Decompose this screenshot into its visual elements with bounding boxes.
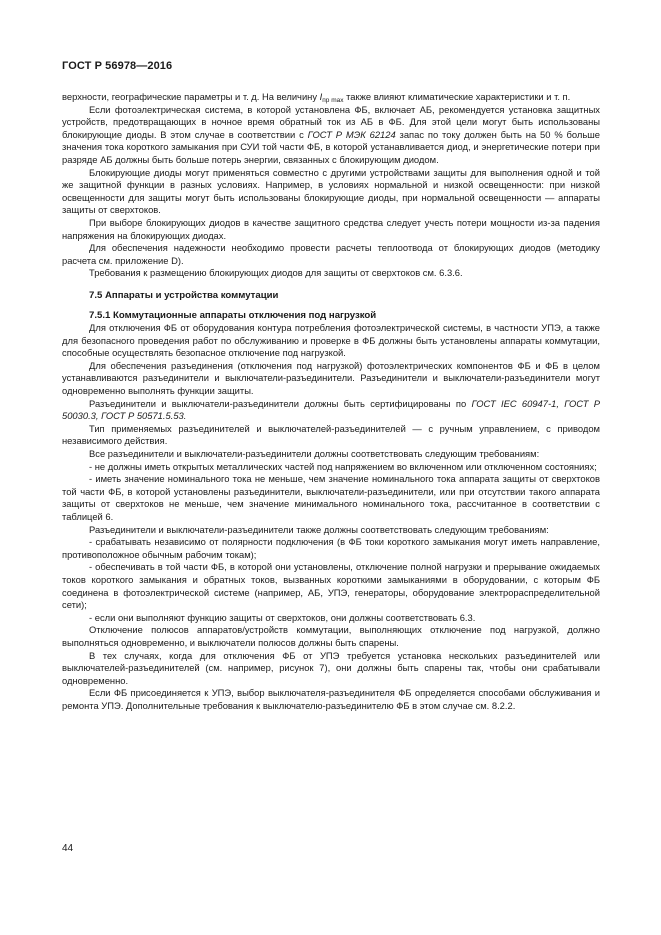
standard-reference: ГОСТ Р МЭК 62124 bbox=[307, 128, 396, 140]
paragraph: Разъединители и выключатели-разъединители также должны соответствовать следующим требованиям: bbox=[89, 523, 549, 535]
list-item: - если они выполняют функцию защиты от сверхтоков, они должны соответствовать 6.3. bbox=[89, 611, 476, 623]
list-item: - иметь значение номинального тока не меньше, чем значение номинального тока аппарата защиты от сверхтоков той части ФБ, в которой установлены разъединители, выключатели-разъединители, или при отсутствии такого аппарата защиты от сверхтоков не меньше, чем значение минимального номинального тока, рассчитанное в соответствии с таблицей 6. bbox=[62, 473, 600, 522]
list-item: - срабатывать независимо от полярности подключения (в ФБ токи короткого замыкания могут иметь направление, противоположное обычным рабочим токам); bbox=[62, 536, 600, 560]
paragraph: Для обеспечения разъединения (отключения под нагрузкой) фотоэлектрических компонентов ФБ и ФБ в целом устанавливаются разъединители и выключатели-разъединители. Разъединители и выключатели-разъединители могут одновременно выполнять функции защиты. bbox=[62, 359, 600, 397]
paragraph: Отключение полюсов аппаратов/устройств коммутации, выполняющих отключение под нагрузкой, должно выполняться одновременно, и выключатели полюсов должны быть спарены. bbox=[62, 624, 600, 648]
paragraph: В тех случаях, когда для отключения ФБ от УПЭ требуется установка нескольких разъединителей или выключателей-разъединителей (см. например, рисунок 7), они должны быть спарены так, чтобы они срабатывали одновременно. bbox=[62, 649, 600, 686]
paragraph: Если фотоэлектрическая система, в которой установлена ФБ, включает АБ, рекомендуется установка защитных устройств, предотвращающих в ночное время обратный ток из АБ в ФБ. Для этой цели могут быть использованы блокирующие диоды. В этом случае в соответствии с ГОСТ Р МЭК 62124 запас по току должен быть на 50 % больше значения тока короткого замыкания при СУИ той части ФБ, в которой устанавливается диод, и энергетические потери при разряде АБ должны быть больше потерь энергии, связанных с блокирующим диодом. bbox=[62, 103, 600, 165]
paragraph: верхности, географические параметры и т. д. На величину $I_{пр max}$ также влияют климатические характеристики и т. п. bbox=[62, 91, 571, 104]
page-number: 44 bbox=[62, 843, 74, 854]
subsection-heading-7-5-1: 7.5.1 Коммутационные аппараты отключения под нагрузкой bbox=[89, 309, 377, 321]
standard-reference: ГОСТ IEC 60947-1, ГОСТ Р 50030.3, ГОСТ Р 50571.5.53. bbox=[62, 397, 600, 422]
paragraph: Тип применяемых разъединителей и выключателей-разъединителей — с ручным управлением, с приводом независимого действия. bbox=[62, 422, 600, 447]
document-body bbox=[62, 91, 600, 713]
paragraph: Разъединители и выключатели-разъединители должны быть сертифицированы по ГОСТ IEC 60947-1, ГОСТ Р 50030.3, ГОСТ Р 50571.5.53. bbox=[62, 397, 600, 422]
paragraph: Все разъединители и выключатели-разъединители должны соответствовать следующим требованиям: bbox=[89, 448, 540, 460]
paragraph: Для обеспечения надежности необходимо провести расчеты теплоотвода от блокирующих диодов (методику расчета см. приложение D). bbox=[62, 242, 600, 266]
list-item: - обеспечивать в той части ФБ, в которой они установлены, отключение полной нагрузки и прерывание ожидаемых токов короткого замыкания и обратных токов, вызванных короткими замыканиями в оборудовании, с которым ФБ соединена в фотоэлектрической системе (например, АБ, УПЭ, генераторы, оборудование электрораспределительной сети); bbox=[62, 561, 600, 611]
paragraph: При выборе блокирующих диодов в качестве защитного средства следует учесть потери мощности из-за падения напряжения на блокирующих диодах. bbox=[62, 216, 600, 241]
document-header: ГОСТ Р 56978—2016 bbox=[62, 60, 173, 72]
paragraph: Если ФБ присоединяется к УПЭ, выбор выключателя-разъединителя ФБ определяется способами обслуживания и ремонта УПЭ. Дополнительные требования к выключателю-разъединителю ФБ в этом случае см. 8.2.2. bbox=[62, 687, 600, 711]
section-heading-7-5: 7.5 Аппараты и устройства коммутации bbox=[89, 289, 279, 301]
list-item: - не должны иметь открытых металлических частей под напряжением во включенном или отключенном состояниях; bbox=[89, 460, 597, 472]
paragraph: Блокирующие диоды могут применяться совместно с другими устройствами защиты для выполнения одной и той же защитной функции в разных условиях. Например, в условиях нормальной и низкой освещенности: при низкой освещенности для защиты могут быть использованы блокирующие диоды, при нормальной освещенности — аппараты защиты от сверхтоков. bbox=[62, 166, 600, 216]
paragraph: Требования к размещению блокирующих диодов для защиты от сверхтоков см. 6.3.6. bbox=[89, 267, 463, 279]
paragraph: Для отключения ФБ от оборудования контура потребления фотоэлектрической системы, в частности УПЭ, а также для безопасного проведения работ по обслуживанию и проверке в ФБ должны быть установлены аппараты коммутации, способные осуществлять безопасное отключение под нагрузкой. bbox=[62, 322, 600, 359]
